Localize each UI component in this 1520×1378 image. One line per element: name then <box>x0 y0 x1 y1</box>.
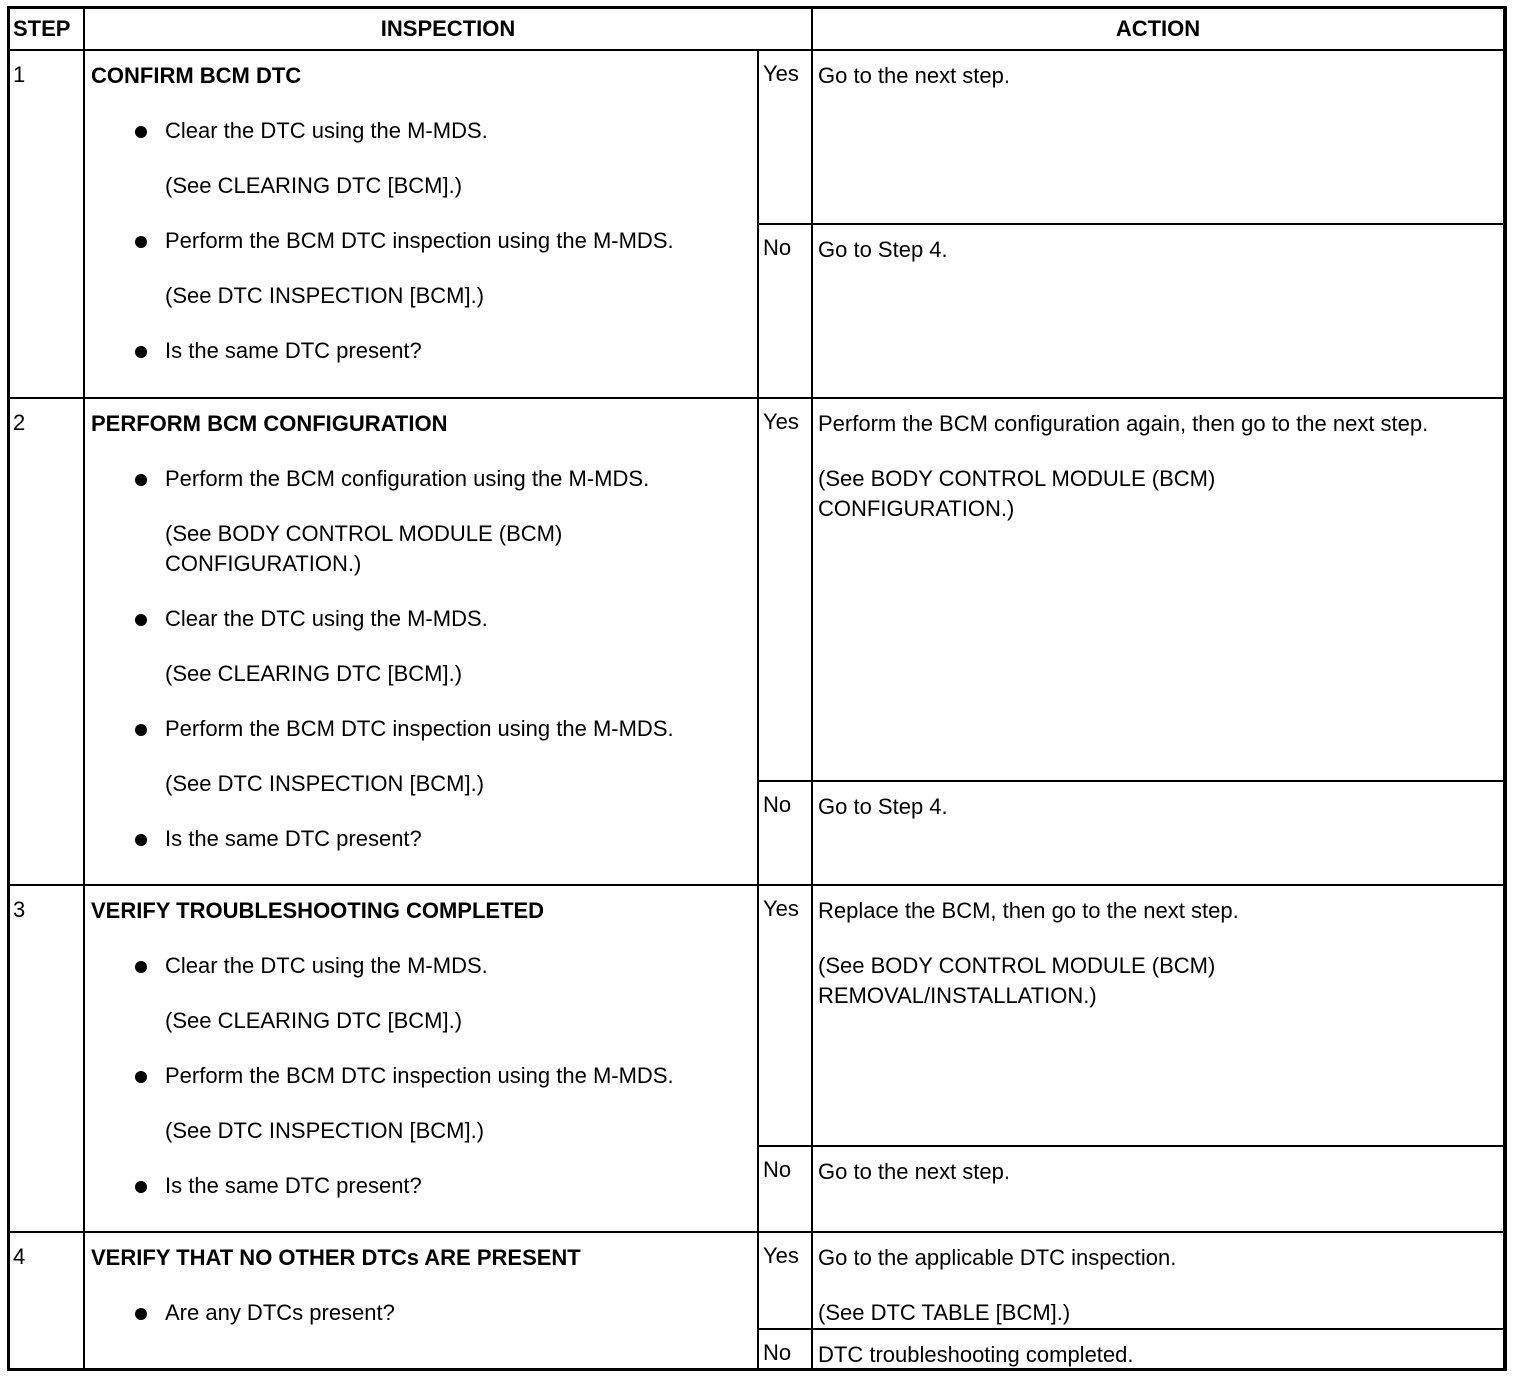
step-number: 3 <box>10 885 84 1232</box>
yes-label: Yes <box>758 50 812 224</box>
header-action: ACTION <box>812 9 1503 50</box>
step-1-yes-row <box>10 50 1503 224</box>
step-number: 4 <box>10 1232 84 1370</box>
step-number: 2 <box>10 398 84 885</box>
step-2-inspection <box>84 398 758 885</box>
no-action: Go to Step 4. <box>812 224 1503 398</box>
no-action: Go to the next step. <box>812 1146 1503 1232</box>
bullet-icon <box>135 346 147 358</box>
step-title: VERIFY TROUBLESHOOTING COMPLETED <box>91 898 545 923</box>
bullet-icon <box>135 126 147 138</box>
bullet-item: Perform the BCM configuration using the M-MDS. <box>91 464 751 494</box>
yes-action: Perform the BCM configuration again, then go to the next step. (See BODY CONTROL MODULE (BCM) CONFIGURATION.) <box>812 398 1503 781</box>
step-4-yes-row <box>10 1232 1503 1329</box>
header-inspection: INSPECTION <box>84 9 812 50</box>
no-action: Go to Step 4. <box>812 781 1503 885</box>
yes-action: Replace the BCM, then go to the next step. (See BODY CONTROL MODULE (BCM) REMOVAL/INSTALLATION.) <box>812 885 1503 1146</box>
no-label: No <box>758 781 812 885</box>
yes-label: Yes <box>758 398 812 781</box>
yes-action: Go to the applicable DTC inspection. (See DTC TABLE [BCM].) <box>812 1232 1503 1329</box>
bullet-item: Are any DTCs present? <box>91 1298 751 1328</box>
bullet-icon <box>135 1071 147 1083</box>
step-number: 1 <box>10 50 84 398</box>
reference-item: (See DTC INSPECTION [BCM].) <box>165 1118 485 1143</box>
no-label: No <box>758 224 812 398</box>
step-3-inspection <box>84 885 758 1232</box>
bullet-icon <box>135 834 147 846</box>
bullet-icon <box>135 474 147 486</box>
bullet-item: Perform the BCM DTC inspection using the M-MDS. <box>91 714 685 744</box>
reference-item: (See DTC INSPECTION [BCM].) <box>165 283 485 308</box>
bullet-item: Clear the DTC using the M-MDS. <box>91 951 751 981</box>
step-4-inspection <box>84 1232 758 1370</box>
bullet-icon <box>135 1308 147 1320</box>
header-row <box>10 9 1503 50</box>
bullet-item: Is the same DTC present? <box>91 1171 751 1201</box>
bullet-icon <box>135 1181 147 1193</box>
yes-label: Yes <box>758 1232 812 1329</box>
step-3-yes-row <box>10 885 1503 1146</box>
reference-item: (See BODY CONTROL MODULE (BCM) CONFIGURATION.) <box>165 521 563 576</box>
bullet-item: Clear the DTC using the M-MDS. <box>91 604 751 634</box>
bullet-item: Is the same DTC present? <box>91 336 751 366</box>
no-action: DTC troubleshooting completed. <box>812 1329 1503 1370</box>
step-1-inspection <box>84 50 758 398</box>
step-title: PERFORM BCM CONFIGURATION <box>91 411 448 436</box>
reference-item: (See CLEARING DTC [BCM].) <box>165 661 463 686</box>
no-label: No <box>758 1146 812 1232</box>
bullet-icon <box>135 614 147 626</box>
bullet-icon <box>135 236 147 248</box>
reference-item: (See DTC INSPECTION [BCM].) <box>165 771 485 796</box>
yes-action: Go to the next step. <box>812 50 1503 224</box>
bullet-icon <box>135 724 147 736</box>
step-2-yes-row <box>10 398 1503 781</box>
dtc-troubleshooting-table <box>7 6 1507 1371</box>
yes-label: Yes <box>758 885 812 1146</box>
step-title: CONFIRM BCM DTC <box>91 63 302 88</box>
bullet-item: Perform the BCM DTC inspection using the M-MDS. <box>91 1061 685 1091</box>
bullet-item: Clear the DTC using the M-MDS. <box>91 116 751 146</box>
step-title: VERIFY THAT NO OTHER DTCs ARE PRESENT <box>91 1245 581 1270</box>
header-step: STEP <box>10 9 84 50</box>
bullet-item: Perform the BCM DTC inspection using the M-MDS. <box>91 226 685 256</box>
bullet-item: Is the same DTC present? <box>91 824 751 854</box>
no-label: No <box>758 1329 812 1370</box>
reference-item: (See CLEARING DTC [BCM].) <box>165 1008 463 1033</box>
reference-item: (See CLEARING DTC [BCM].) <box>165 173 463 198</box>
bullet-icon <box>135 961 147 973</box>
